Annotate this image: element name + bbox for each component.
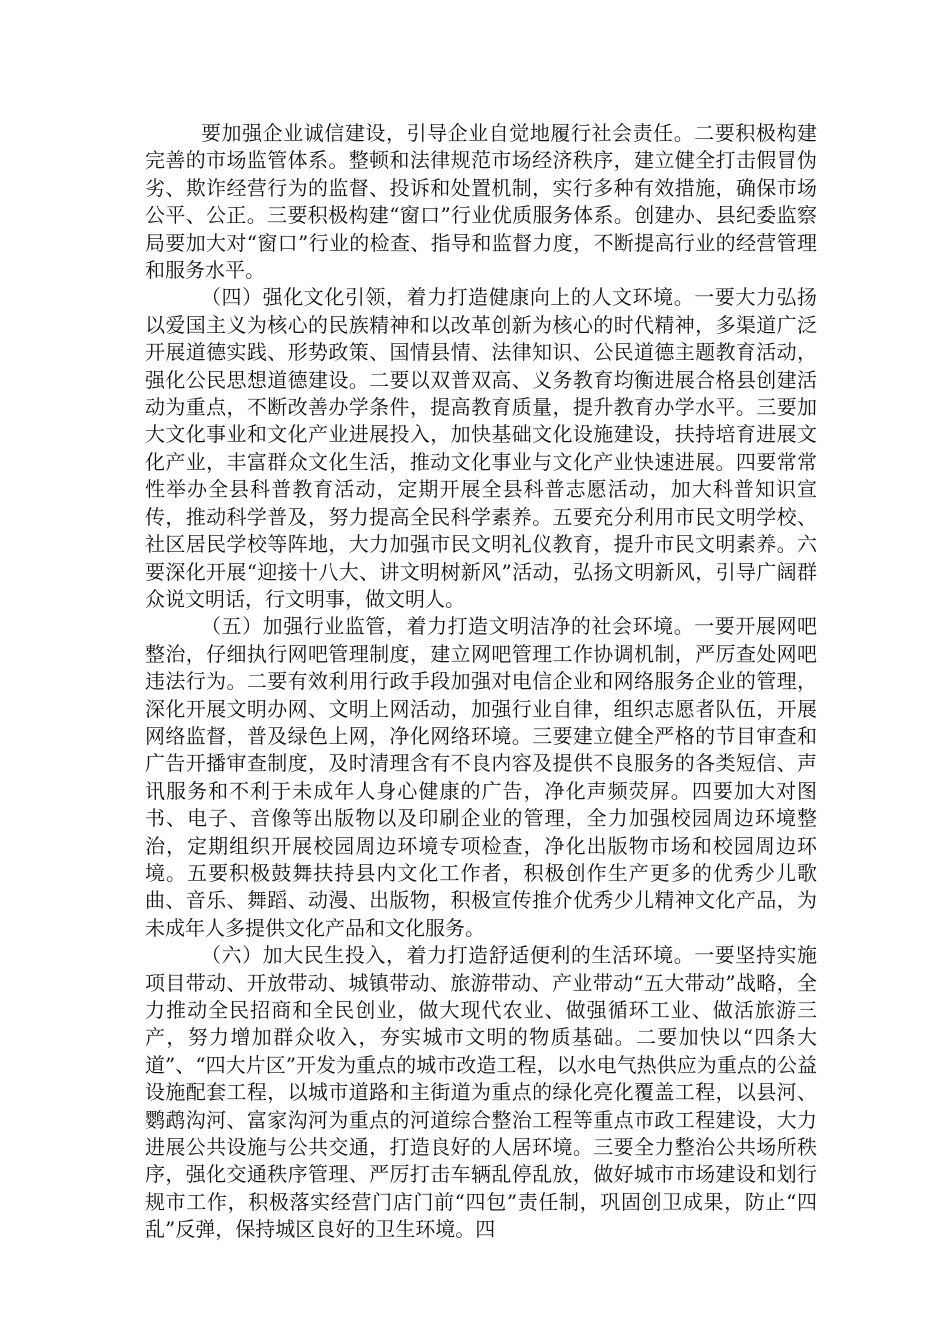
- document-body: [145, 120, 817, 1244]
- paragraph-2: （四）强化文化引领，着力打造健康向上的人文环境。一要大力弘扬以爱国主义为核心的民族精神和以改革创新为核心的时代精神，多渠道广泛开展道德实践、形势政策、国情县情、法律知识、公民道德主题教育活动，强化公民思想道德建设。二要以双普双高、义务教育均衡进展合格县创建活动为重点，不断改善办学条件，提高教育质量，提升教育办学水平。三要加大文化事业和文化产业进展投入，加快基础文化设施建设，扶持培育进展文化产业，丰富群众文化生活，推动文化事业与文化产业快速进展。四要常常性举办全县科普教育活动，定期开展全县科普志愿活动，加大科普知识宣传，推动科学普及，努力提高全民科学素养。五要充分利用市民文明学校、社区居民学校等阵地，大力加强市民文明礼仪教育，提升市民文明素养。六要深化开展“迎接十八大、讲文明树新风”活动，弘扬文明新风，引导广阔群众说文明话，行文明事，做文明人。: [145, 285, 817, 611]
- paragraph-3: （五）加强行业监管，着力打造文明洁净的社会环境。一要开展网吧整治，仔细执行网吧管理制度，建立网吧管理工作协调机制，严厉查处网吧违法行为。二要有效利用行政手段加强对电信企业和网络服务企业的管理，深化开展文明办网、文明上网活动，加强行业自律，组织志愿者队伍，开展网络监督，普及绿色上网，净化网络环境。三要建立健全严格的节目审查和广告开播审查制度，及时清理含有不良内容及提供不良服务的各类短信、声讯服务和不利于未成年人身心健康的广告，净化声频荧屏。四要加大对图书、电子、音像等出版物以及印刷企业的管理，全力加强校园周边环境整治，定期组织开展校园周边环境专项检查，净化出版物市场和校园周边环境。五要积极鼓舞扶持县内文化工作者，积极创作生产更多的优秀少儿歌曲、音乐、舞蹈、动漫、出版物，积极宣传推介优秀少儿精神文化产品，为未成年人多提供文化产品和文化服务。: [145, 614, 817, 940]
- paragraph-4: （六）加大民生投入，着力打造舒适便利的生活环境。一要坚持实施项目带动、开放带动、城镇带动、旅游带动、产业带动“五大带动”战略，全力推动全民招商和全民创业，做大现代农业、做强循环工业、做活旅游三产，努力增加群众收入，夯实城市文明的物质基础。二要加快以“四条大道”、“四大片区”开发为重点的城市改造工程，以水电气热供应为重点的公益设施配套工程，以城市道路和主街道为重点的绿化亮化覆盖工程，以县河、鹦鹉沟河、富家沟河为重点的河道综合整治工程等重点市政工程建设，大力进展公共设施与公共交通，打造良好的人居环境。三要全力整治公共场所秩序，强化交通秩序管理、严厉打击车辆乱停乱放，做好城市市场建设和划行规市工作，积极落实经营门店门前“四包”责任制，巩固创卫成果，防止“四乱”反弹，保持城区良好的卫生环境。四: [145, 943, 817, 1242]
- paragraph-1: 要加强企业诚信建设，引导企业自觉地履行社会责任。二要积极构建完善的市场监管体系。整顿和法律规范市场经济秩序，建立健全打击假冒伪劣、欺诈经营行为的监督、投诉和处置机制，实行多种有效措施，确保市场公平、公正。三要积极构建“窗口”行业优质服务体系。创建办、县纪委监察局要加大对“窗口”行业的检查、指导和监督力度，不断提高行业的经营管理和服务水平。: [145, 121, 817, 283]
